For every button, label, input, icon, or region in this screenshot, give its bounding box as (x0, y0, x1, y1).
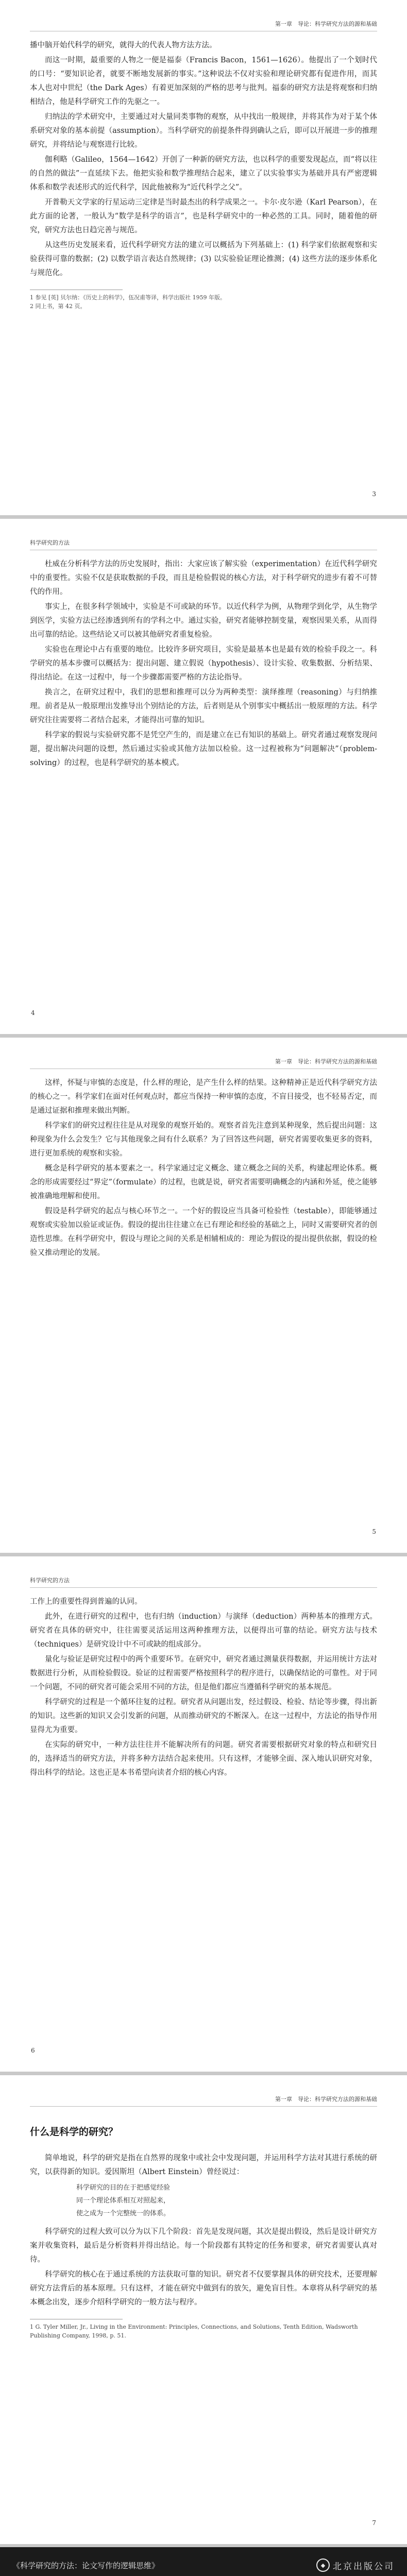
paragraph: 在实际的研究中，一种方法往往并不能解决所有的问题。研究者需要根据研究对象的特点和研究目的，选择适当的研究方法，并将多种方法结合起来使用。只有这样，才能够全面、深入地认识研究对象，得出科学的结论。这也正是本书希望向读者介绍的核心内容。 (30, 1741, 377, 1777)
section-title: 什么是科学的研究？ (30, 2126, 118, 2138)
paragraph: 科学研究的过程大致可以分为以下几个阶段：首先是发现问题，其次是提出假设，然后是设计研究方案并收集资料，最后是分析资料并得出结论。每一个阶段都有其特定的任务和要求，研究者需要认真对待。 (30, 2228, 377, 2264)
page-number: 4 (31, 1009, 35, 1016)
running-header: 第一章 导论：科学研究方法的源和基础 (30, 14, 377, 31)
paragraph: 实验也在理论中占有重要的地位。比较许多研究项目，实验是最基本也是最有效的检验手段之一。科学研究的基本步骤可以概括为：提出问题、建立假说（hypothesis）、设计实验、收集数据、分析结果、得出结论。在这一过程中，每一个步骤都需要严格的方法论指导。 (30, 646, 377, 682)
paragraph: 事实上，在很多科学领域中，实验是不可或缺的环节。以近代科学为例，从物理学到化学，从生物学到医学，实验方法已经渗透到所有的学科之中。通过实验，研究者能够控制变量，观察因果关系，从而得出可靠的结论。这些结论又可以被其他研究者重复检验。 (30, 603, 377, 639)
page-4 (0, 1556, 407, 2072)
block-quote (76, 2181, 351, 2220)
paragraph: 此外，在进行研究的过程中，也有归纳（induction）与演绎（deduction）两种基本的推理方式。研究者在具体的研究中，往往需要灵活运用这两种推理方法，以便得出可靠的结论。研究方法与技术（techniques）是研究设计中不可或缺的组成部分。 (30, 1613, 377, 1649)
paragraph: 播中脑开始代科学的研究，就得大的代表人物方法方法。 (30, 41, 217, 49)
paragraph: 简单地说，科学的研究是指在自然界的现象中或社会中发现问题，并运用科学方法对其进行系统的研究，以获得新的知识。爱因斯坦（Albert Einstein）曾经说过： (30, 2154, 377, 2176)
footnote: 1 参见 [英] 贝尔纳：《历史上的科学》，伍况甫等译，科学出版社 1959 年版。 (30, 294, 226, 301)
paragraph: 科学研究的核心在于通过系统的方法获取可靠的知识。研究者不仅要掌握具体的研究技术，还要理解研究方法背后的基本原理。只有这样，才能在研究中做到有的放矢，避免盲目性。本章将从科学研究的基本概念出发，逐步介绍科学研究的一般方法与程序。 (30, 2270, 377, 2307)
paragraph: 杜威在分析科学方法的历史发展时，指出：大家应该了解实验（experimentation）在近代科学研究中的重要性。实验不仅是获取数据的手段，而且是检验假说的核心方法，对于科学研究的进步有着不可替代的作用。 (30, 560, 377, 596)
paragraph: 假设是科学研究的起点与核心环节之一。一个好的假设应当具备可检验性（testable），即能够通过观察或实验加以验证或证伪。假设的提出往往建立在已有理论和经验的基础之上，同时又需要研究者的创造性思维。在科学研究中，假设与理论之间的关系是相辅相成的：理论为假设的提出提供依据，假设的检验又推动理论的发展。 (30, 1207, 377, 1257)
quote-line: 科学研究的目的在于把感觉经验 (76, 2184, 171, 2192)
footnote: 2 同上书，第 42 页。 (30, 303, 86, 310)
paragraph: 科学家们的研究过程往往是从对现象的观察开始的。观察者首先注意到某种现象，然后提出问题：这种现象为什么会发生？它与其他现象之间有什么联系？为了回答这些问题，研究者需要收集更多的资料，进行更加系统的观察和实验。 (30, 1122, 377, 1158)
paragraph: 科学研究的过程是一个循环往复的过程。研究者从问题出发，经过假设、检验、结论等步骤，得出新的知识。这些新的知识又会引发新的问题，从而推动研究的不断深入。在这一过程中，方法论的指导作用显得尤为重要。 (30, 1698, 377, 1734)
publisher-logo (316, 2558, 395, 2572)
running-header: 科学研究的方法 (30, 1571, 377, 1588)
running-header: 第一章 导论：科学研究方法的源和基础 (30, 2090, 377, 2107)
page-3 (0, 1038, 407, 1553)
paragraph: 这样，怀疑与审慎的态度是，什么样的理论，是产生什么样的结果。这种精神正是近代科学研究方法的核心之一。科学家们在面对任何观点时，都应当保持一种审慎的态度，不盲目接受，也不轻易否定，而是通过证据和推理来做出判断。 (30, 1079, 377, 1115)
quote-line: 同一个理论体系相互对照起来， (76, 2197, 171, 2205)
page-number: 3 (372, 490, 376, 498)
paragraph: 换言之，在研究过程中，我们的思想和推理可以分为两种类型：演绎推理（reasoning）与归纳推理。前者是从一般原理出发推导出个别结论的方法，后者则是从个别事实中概括出一般原理的方法。科学研究往往需要将二者结合起来，才能得出可靠的知识。 (30, 688, 377, 724)
page-1 (0, 0, 407, 515)
publisher-logo-icon: ◆ (316, 2558, 330, 2572)
running-header: 第一章 导论：科学研究方法的源和基础 (30, 1052, 377, 1069)
footnote: 1 G. Tyler Miller, Jr., Living in the Environment: Principles, Connections, and Solutions, Tenth Edition, Wadsworth Publishing Company, 1998, p. 51. (30, 2324, 358, 2339)
paragraph: 而这一时期，最重要的人物之一便是福泰（Francis Bacon，1561—1626）。他提出了一个划时代的口号：“要知识论者，就要不断地发展新的事实。”这种说法不仅对实验和理论研究都有促进作用，而其本人也对中世纪（the Dark Ages）有着更加深刻的严格的思考与批判。福泰的研究方法是将观察和归纳相结合，他是科学研究工作的先驱之一。 (30, 56, 377, 106)
page-number: 6 (31, 2047, 35, 2054)
paragraph: 概念是科学研究的基本要素之一。科学家通过定义概念、建立概念之间的关系，构建起理论体系。概念的形成需要经过“界定”（formulate）的过程，也就是说，研究者需要明确概念的内涵和外延，使之能够被准确地理解和使用。 (30, 1164, 377, 1200)
quote-line: 使之成为一个完整统一的体系。 (76, 2210, 171, 2217)
paragraph: 量化与验证是研究过程中的两个重要环节。在研究中，研究者通过测量获得数据，并运用统计方法对数据进行分析，从而检验假设。验证的过程需要严格按照科学的程序进行，以确保结论的可靠性。对于同一个问题，不同的研究者可能会采用不同的方法，但是他们都应当遵循科学研究的基本规范。 (30, 1655, 377, 1691)
paragraph: 工作上的重要性得到普遍的认同。 (30, 1598, 142, 1606)
paragraph: 伽利略（Galileo，1564—1642）开创了一种新的研究方法，也以科学的重要发现起点，而“将以往的自然的做法”一直延续下去。他把实验和数学推理结合起来，建立了以实验事实为基础并具有严密逻辑体系和数学表述形式的近代科学，因此他被称为“近代科学之父”。 (30, 156, 377, 192)
page-number: 5 (372, 1528, 376, 1535)
running-header: 科学研究的方法 (30, 533, 377, 550)
page-2 (0, 519, 407, 1034)
paragraph: 归纳法的学术研究中，主要通过对大量同类事物的观察，从中找出一般规律，并将其作为对于某个体系研究对象的基本前提（assumption）。当科学研究的前提条件得到确认之后，即可以开展进一步的推理研究，并将结论与观察进行比较。 (30, 113, 377, 149)
book-title: 《科学研究的方法：论文写作的逻辑思维》 (12, 2561, 160, 2570)
publisher-name: 北京出版公司 (333, 2561, 395, 2572)
page-5 (0, 2075, 407, 2544)
paragraph: 从这些历史发展来看，近代科学研究方法的建立可以概括为下列基础上：(1) 科学家们依据观察和实验获得可靠的数据；(2) 以数学语言表达自然规律；(3) 以实验验证理论推测；(4) 这些方法的逐步体系化与规范化。 (30, 241, 377, 277)
page-number: 7 (372, 2519, 376, 2527)
footer-banner (0, 2547, 407, 2576)
paragraph: 科学家的假说与实验研究都不是凭空产生的，而是建立在已有知识的基础上。研究者通过观察发现问题，提出解决问题的设想，然后通过实验或其他方法加以检验。这一过程被称为“问题解决”（problem-solving）的过程，也是科学研究的基本模式。 (30, 731, 377, 767)
paragraph: 开普勒天文学家的行星运动三定律是当时最杰出的科学成果之一。卡尔·皮尔逊（Karl Pearson），在此方面的论著，一般认为“数学是科学的语言”，也是科学研究中的一种必然的工具。同时，随着他的研究，研究方法也日趋完善与规范。 (30, 198, 377, 234)
